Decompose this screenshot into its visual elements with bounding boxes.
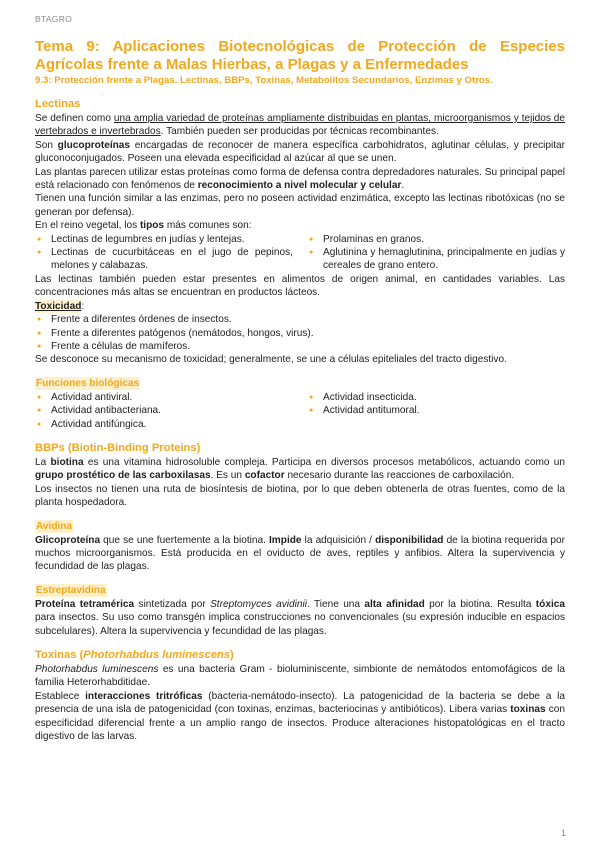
section-heading-bbps: BBPs (Biotin-Binding Proteins)	[35, 441, 201, 454]
list-item: ● Actividad antitumoral.	[307, 404, 565, 417]
list-item: ● Frente a diferentes órdenes de insectos.	[35, 313, 565, 326]
list-item: ● Frente a diferentes patógenos (nemátodos, hongos, virus).	[35, 327, 565, 340]
paragraph: Se definen como una amplia variedad de proteínas ampliamente distribuidas en plantas, microorganismos y tejidos de vertebrados e invertebrados. También pueden ser producidas por técnicas recombinantes.	[35, 113, 566, 138]
list-item: ● Lectinas de legumbres en judías y lentejas.	[35, 233, 293, 246]
section-heading-toxinas: Toxinas (Photorhabdus luminescens)	[35, 649, 234, 661]
paragraph: Establece interacciones tritróficas (bacteria-nemátodo-insecto). La patogenicidad de la bacteria se debe a la presencia de una isla de patogenicidad (con toxinas, enzimas, bacteriocinas y antibióticos). Libera varias toxinas con especificidad diferencial frente a un amplio rango de insectos. Produce alteraciones histopatológicas en el tracto digestivo de las larvas.	[35, 690, 566, 743]
list-item: ● Actividad antifúngica.	[35, 418, 293, 431]
toxicity-list	[35, 313, 565, 353]
paragraph: Se desconoce su mecanismo de toxicidad; generalmente, se une a células epiteliales del tracto digestivo.	[35, 354, 507, 366]
list-item: ● Lectinas de cucurbitáceas en el jugo de pepinos, melones y calabazas.	[35, 246, 293, 273]
paragraph: Las lectinas también pueden estar presentes en alimentos de origen animal, en cantidades variables. Las concentraciones más altas se encuentran en productos lácteos.	[35, 273, 565, 299]
lectin-types-list	[35, 233, 565, 273]
toxicity-label: Toxicidad:	[35, 300, 85, 312]
section-heading-lectinas: Lectinas	[35, 98, 81, 110]
paragraph: Son glucoproteínas encargadas de reconocer de manera específica carbohidratos, aglutinar células, y precipitar gluconoconjugados. Poseen una elevada especificidad al azúcar al que se unen.	[35, 139, 566, 165]
list-item: ● Actividad antibacteriana.	[35, 404, 293, 417]
list-item: ● Prolaminas en granos.	[307, 233, 565, 246]
paragraph: Tienen una función similar a las enzimas, pero no poseen actividad enzimática, excepto las lectinas ribotóxicas (no se generan por defensa).	[35, 193, 565, 218]
paragraph: Proteína tetramérica sintetizada por Streptomyces avidinii. Tiene una alta afinidad por la biotina. Resulta tóxica para insectos. Su uso como transgén implica construcciones no convencionales (su expresión inducible en espacios subcelulares). Altera la supervivencia y fecundidad de las plagas.	[35, 598, 565, 637]
paragraph: Photorhabdus luminescens es una bacteria Gram - bioluminiscente, simbionte de nemátodos entomofágicos de la familia Heterorhabditidae.	[35, 664, 565, 689]
brand-label: BTAGRO	[35, 14, 73, 24]
list-item: ● Frente a células de mamíferos.	[35, 340, 565, 353]
list-item: ● Actividad antiviral.	[35, 391, 293, 404]
paragraph: Los insectos no tienen una ruta de biosíntesis de biotina, por lo que deben obtenerla de otras fuentes, como de la planta hospedadora.	[35, 483, 565, 509]
subsection-heading-funciones: Funciones biológicas	[36, 377, 140, 389]
list-item: ● Aglutinina y hemaglutinina, principalmente en judías y cereales de grano entero.	[307, 246, 565, 273]
document-content	[35, 38, 565, 743]
paragraph: Las plantas parecen utilizar estas proteínas como forma de defensa contra depredadores naturales. Su principal papel está relacionado con fenómenos de reconocimiento a nivel molecular y celular.	[35, 166, 565, 192]
functions-list	[35, 391, 565, 431]
paragraph: En el reino vegetal, los tipos más comunes son:	[35, 220, 252, 232]
page-number: 1	[560, 828, 566, 838]
list-item: ● Actividad insecticida.	[307, 391, 565, 404]
paragraph: Glicoproteína que se une fuertemente a la biotina. Impide la adquisición / disponibilidad de la biotina requerida por muchos microorganismos. Está producida en el oviducto de aves, reptiles y anfibios. Altera la supervivencia y fecundidad de las plagas.	[35, 534, 565, 573]
paragraph: La biotina es una vitamina hidrosoluble compleja. Participa en diversos procesos metabólicos, actuando como un grupo prostético de las carboxilasas. Es un cofactor necesario durante las reacciones de carboxilación.	[35, 456, 565, 482]
page-title: Tema 9: Aplicaciones Biotecnológicas de Protección de Especies Agrícolas frente a Malas Hierbas, a Plagas y a Enfermedades	[35, 38, 565, 73]
subsection-heading-avidina: Avidina	[36, 520, 73, 532]
subsection-heading-estreptavidina: Estreptavidina	[36, 584, 106, 596]
page-subtitle: 9.3: Protección frente a Plagas. Lectinas, BBPs, Toxinas, Metabolitos Secundarios, Enzimas y Otros.	[35, 75, 493, 86]
